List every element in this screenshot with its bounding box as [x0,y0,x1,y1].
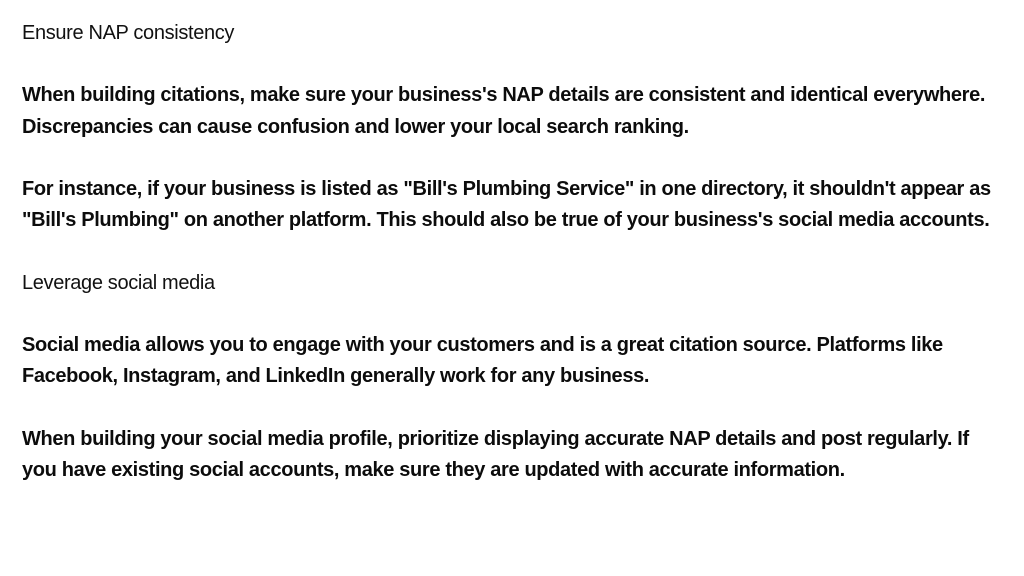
article-body [22,18,997,517]
paragraph-social-profile-tips: When building your social media profile, prioritize displaying accurate NAP details and post regularly. If you have existing social accounts, make sure they are updated with accurate information. [22,427,969,481]
paragraph-citations-consistency: When building citations, make sure your business's NAP details are consistent and identical everywhere. Discrepancies can cause confusion and lower your local search ranking. [22,84,986,138]
section-heading-social-media: Leverage social media [22,271,215,294]
section-heading-nap-consistency: Ensure NAP consistency [22,22,235,44]
paragraph-social-media-citation: Social media allows you to engage with your customers and is a great citation source. Platforms like Facebook, Instagram, and LinkedIn generally work for any business. [22,333,943,388]
paragraph-nap-example: For instance, if your business is listed as "Bill's Plumbing Service" in one directory, it shouldn't appear as "Bill's Plumbing" on another platform. This should also be true of your business's social media accounts. [22,177,991,232]
